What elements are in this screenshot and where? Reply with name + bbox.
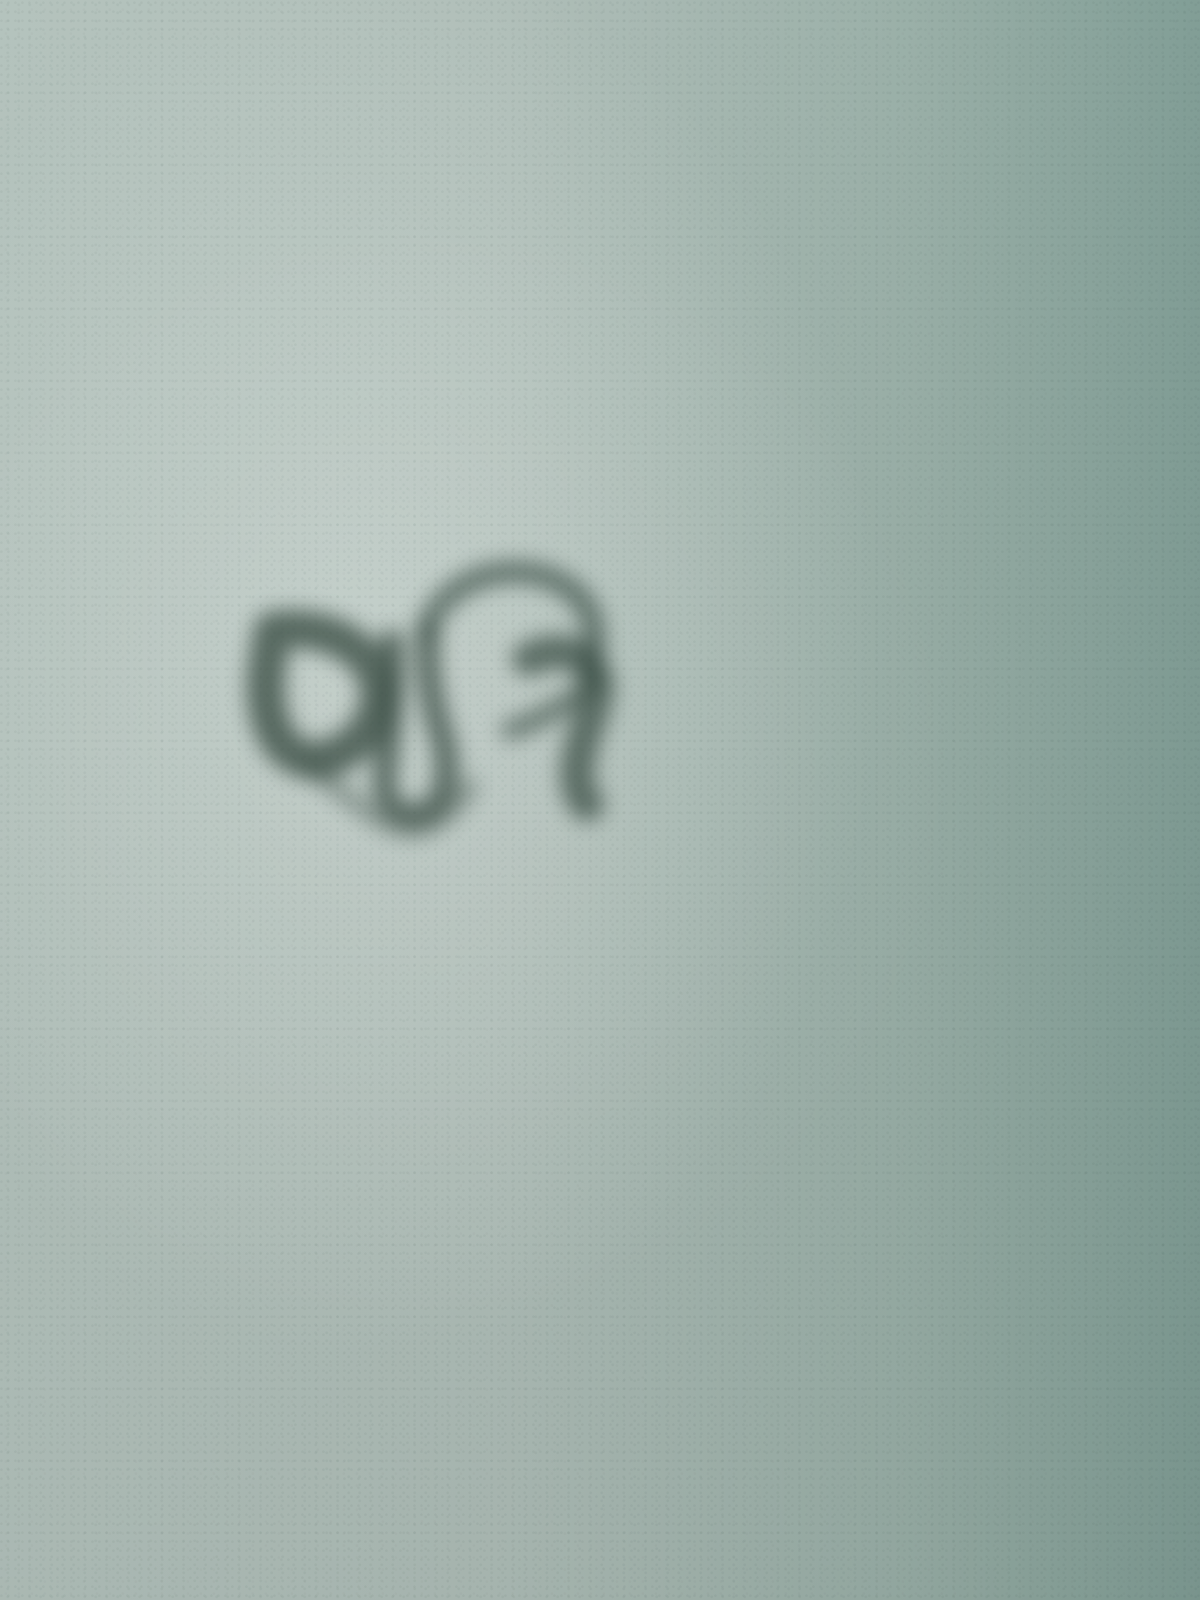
handwritten-glyph-mark — [215, 525, 675, 885]
glyph-center-hook — [384, 633, 446, 815]
blurred-glyph-svg — [215, 525, 675, 885]
glyph-left-loop — [266, 629, 379, 760]
